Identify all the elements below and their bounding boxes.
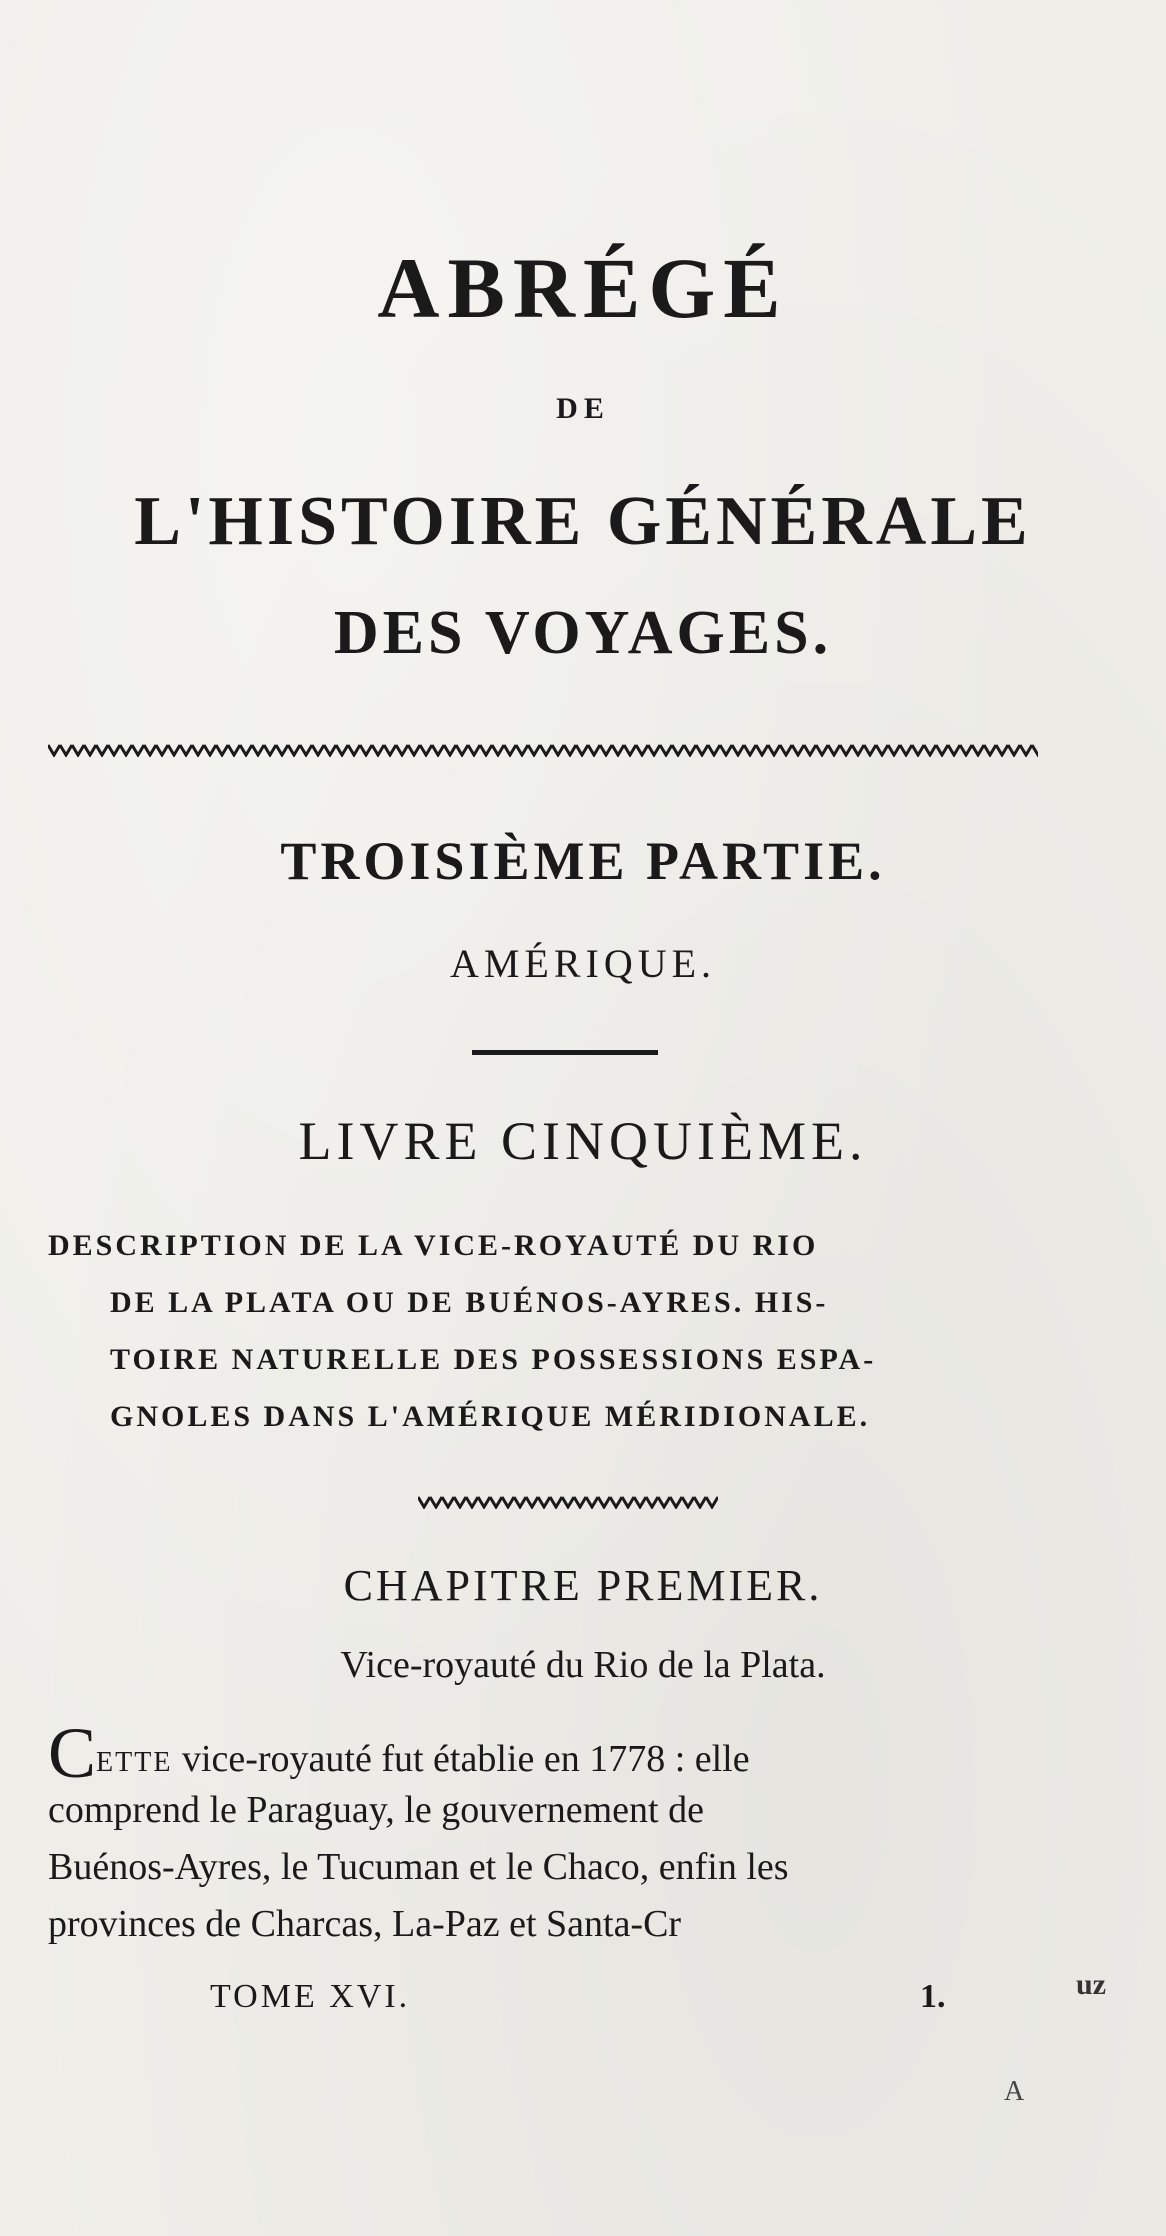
ornament-divider-wide xyxy=(48,743,1038,757)
description-line-4: GNOLES DANS L'AMÉRIQUE MÉRIDIONALE. xyxy=(110,1400,871,1433)
chapter-title: CHAPITRE PREMIER. xyxy=(343,1561,823,1610)
signature-mark: 1. xyxy=(920,1978,946,2015)
title-abrege: ABRÉGÉ xyxy=(377,240,789,336)
horizontal-rule xyxy=(472,1050,658,1055)
book-heading: LIVRE CINQUIÈME. xyxy=(298,1111,868,1171)
bottom-mark: A xyxy=(1004,2076,1025,2107)
stray-mark: uz xyxy=(1076,1968,1106,2001)
description-line-1: DESCRIPTION DE LA VICE-ROYAUTÉ DU RIO xyxy=(48,1229,819,1262)
title-de: DE xyxy=(556,392,610,425)
chapter-subtitle: Vice-royauté du Rio de la Plata. xyxy=(340,1644,826,1686)
body-line-3: Buénos-Ayres, le Tucuman et le Chaco, enfin les xyxy=(48,1846,789,1888)
description-line-2: DE LA PLATA OU DE BUÉNOS-AYRES. HIS- xyxy=(110,1286,829,1319)
title-histoire-generale: L'HISTOIRE GÉNÉRALE xyxy=(134,483,1032,560)
title-des-voyages: DES VOYAGES. xyxy=(333,599,833,667)
body-line-1-text: vice-royauté fut établie en 1778 : elle xyxy=(172,1738,750,1780)
part-heading: TROISIÈME PARTIE. xyxy=(280,831,886,891)
volume-label: TOME XVI. xyxy=(210,1978,411,2015)
small-caps-word: ETTE xyxy=(96,1747,173,1778)
body-line-2: comprend le Paraguay, le gouvernement de xyxy=(48,1789,704,1831)
body-line-4: provinces de Charcas, La-Paz et Santa-Cr xyxy=(48,1903,682,1945)
description-line-3: TOIRE NATURELLE DES POSSESSIONS ESPA- xyxy=(110,1343,877,1376)
region-heading: AMÉRIQUE. xyxy=(449,941,717,986)
drop-cap: C xyxy=(48,1725,97,1791)
ornament-divider-small xyxy=(418,1495,718,1509)
